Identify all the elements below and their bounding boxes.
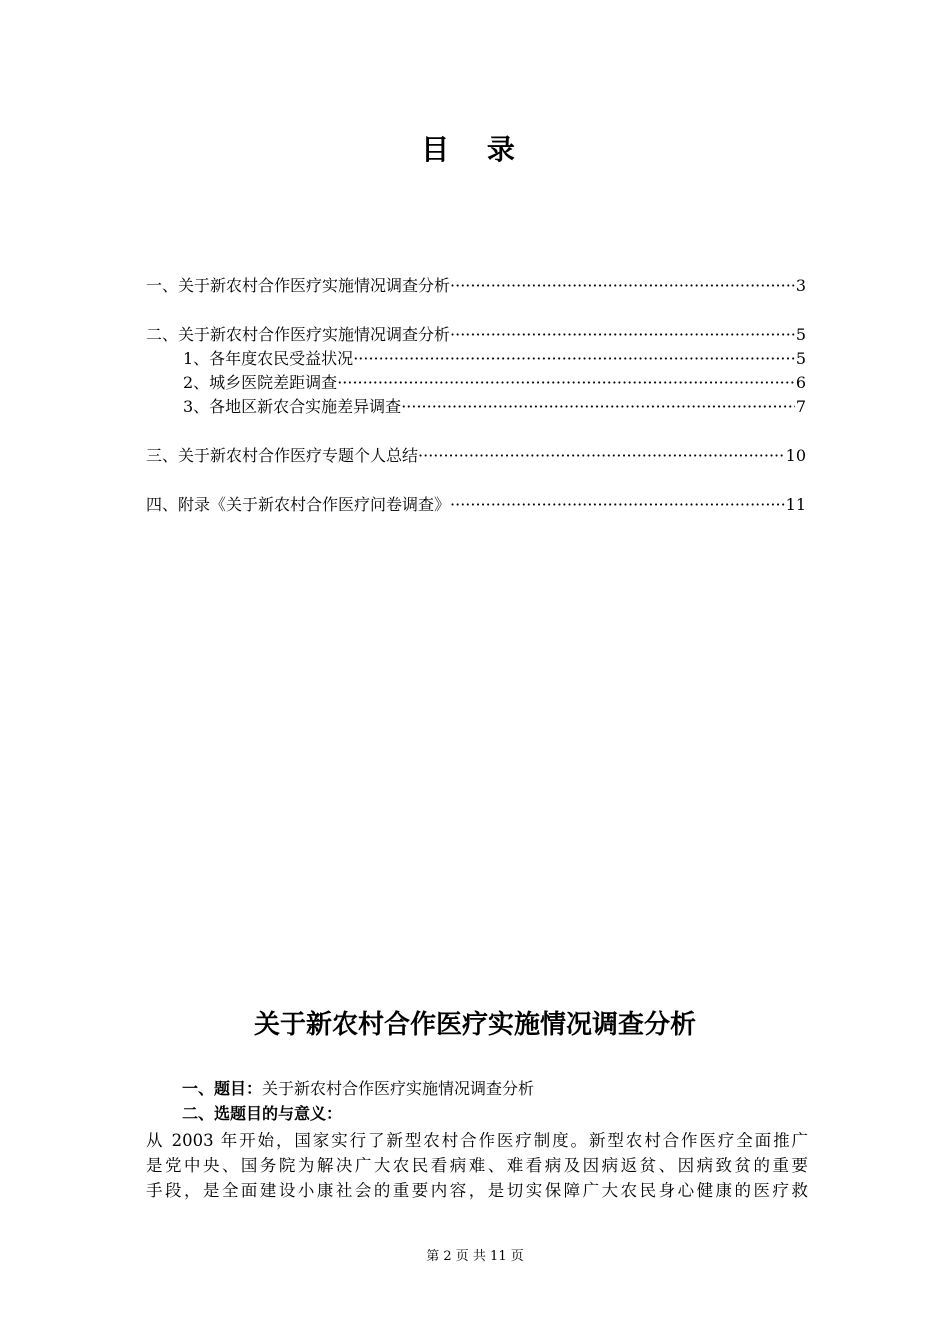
toc-leader-dots: [337, 371, 795, 395]
body-paragraph: [146, 1128, 808, 1203]
body-line: 是党中央、国务院为解决广大农民看病难、难看病及因病返贫、因病致贫的重要: [146, 1156, 808, 1175]
toc-leader-dots: [450, 323, 795, 347]
toc-leader-dots: [401, 395, 795, 419]
document-title: 关于新农村合作医疗实施情况调查分析: [253, 1010, 696, 1040]
toc-entry-page: 3: [795, 276, 806, 295]
toc-entry-label: 3、各地区新农合实施差异调查: [183, 397, 402, 416]
toc-entry-page: 6: [795, 373, 806, 392]
toc-entry[interactable]: [146, 323, 806, 347]
toc-entry-page: 5: [795, 349, 806, 368]
toc-entry-page: 10: [785, 446, 806, 465]
toc-entry-label: 1、各年度农民受益状况: [183, 349, 354, 368]
toc-title: 目 录: [421, 133, 529, 166]
toc-leader-dots: [418, 444, 785, 468]
toc-entry[interactable]: [146, 493, 806, 517]
toc-entry-page: 7: [795, 397, 806, 416]
body-line: 手段，是全面建设小康社会的重要内容，是切实保障广大农民身心健康的医疗救: [146, 1181, 808, 1200]
toc-entry-label: 四、附录《关于新农村合作医疗问卷调查》: [146, 495, 451, 514]
toc-entry-page: 11: [785, 495, 806, 514]
toc-subentry[interactable]: [146, 371, 806, 395]
toc-entry-label: 2、城乡医院差距调查: [183, 373, 338, 392]
purpose-line: [182, 1102, 342, 1126]
toc-list: [146, 274, 806, 517]
body-line: 从 2003 年开始，国家实行了新型农村合作医疗制度。新型农村合作医疗全面推广: [146, 1131, 808, 1150]
toc-entry-label: 三、关于新农村合作医疗专题个人总结: [146, 446, 419, 465]
toc-entry-page: 5: [795, 325, 806, 344]
page-footer: 第 2 页 共 11 页: [426, 1249, 524, 1264]
toc-entry-label: 一、关于新农村合作医疗实施情况调查分析: [146, 276, 451, 295]
toc-entry[interactable]: [146, 444, 806, 468]
toc-leader-dots: [450, 493, 785, 517]
toc-entry-label: 二、关于新农村合作医疗实施情况调查分析: [146, 325, 451, 344]
purpose-heading: 二、选题目的与意义：: [182, 1104, 343, 1123]
toc-subentry[interactable]: [146, 395, 806, 419]
topic-text: 关于新农村合作医疗实施情况调查分析: [262, 1079, 535, 1098]
topic-line: [182, 1077, 534, 1101]
topic-heading: 一、题目：: [182, 1079, 263, 1098]
toc-leader-dots: [450, 274, 795, 298]
toc-entry[interactable]: [146, 274, 806, 298]
toc-leader-dots: [353, 347, 795, 371]
toc-subentry[interactable]: [146, 347, 806, 371]
